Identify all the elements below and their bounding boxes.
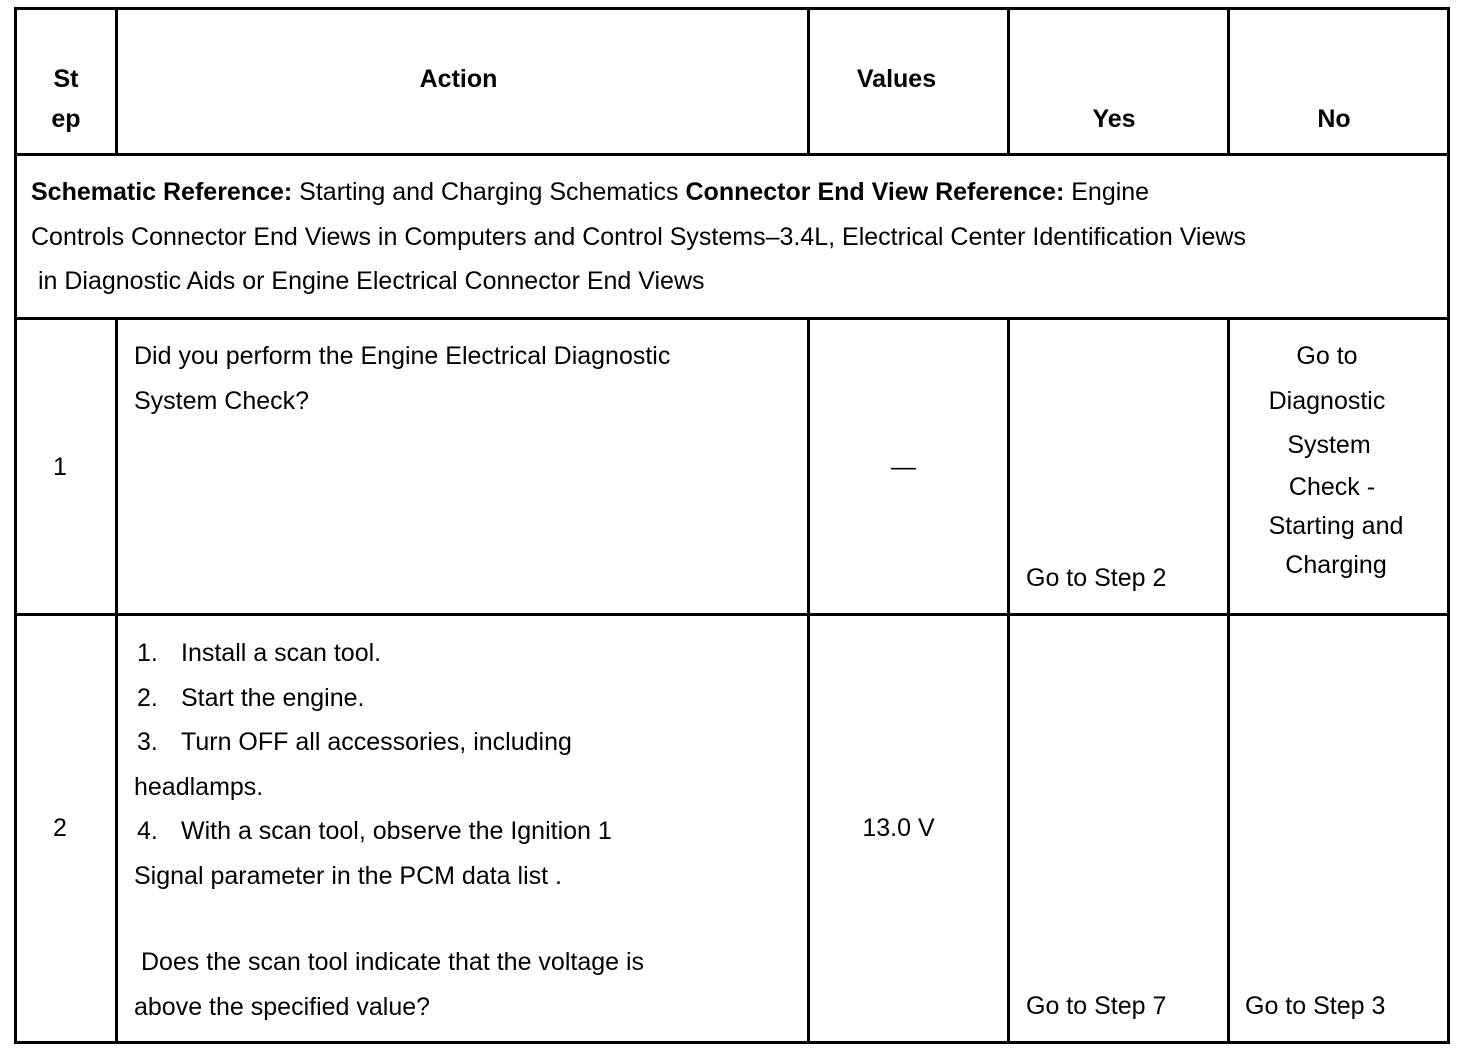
row2-values: 13.0 V — [862, 814, 935, 842]
row2-step: 2 — [53, 814, 67, 842]
row1-no-line4: Check - — [1288, 472, 1376, 501]
header-divider — [14, 153, 1450, 156]
row2-question-line2: above the specified value? — [134, 992, 431, 1021]
row1-values: — — [891, 453, 916, 481]
header-step-line2: ep — [51, 105, 81, 133]
row2-question-line1: Does the scan tool indicate that the voltage is — [134, 948, 645, 976]
list-number: 2. — [137, 683, 158, 712]
row2-list-item — [134, 720, 799, 765]
row1-no-line2: Diagnostic — [1268, 386, 1386, 415]
list-text: Turn OFF all accessories, including — [181, 728, 572, 756]
reference-line1 — [31, 170, 1441, 215]
spacer — [134, 898, 799, 940]
row2-list-continuation — [134, 854, 799, 899]
row1-action — [134, 334, 799, 423]
table-border-bottom — [14, 1041, 1450, 1044]
header-action: Action — [419, 65, 498, 93]
table-border-right — [1447, 7, 1450, 1044]
row2-action — [134, 631, 799, 1029]
row1-action-line1: Did you perform the Engine Electrical Diagnostic — [134, 342, 671, 370]
connector-reference-label: Connector End View Reference: — [685, 178, 1065, 206]
list-number: 1. — [137, 639, 158, 667]
row1-no-line6: Charging — [1285, 550, 1387, 579]
list-text: headlamps. — [134, 772, 264, 801]
row1-no — [1230, 334, 1442, 585]
row1-action-line2: System Check? — [134, 386, 310, 415]
header-values: Values — [856, 65, 937, 93]
reference-text — [31, 170, 1441, 304]
connector-reference-text: Engine — [1064, 178, 1150, 206]
row1-step: 1 — [53, 453, 67, 481]
reference-line2: Controls Connector End Views in Computers and Control Systems–3.4L, Electrical Center Identification Views — [31, 222, 1246, 251]
schematic-reference-label: Schematic Reference: — [31, 178, 293, 206]
list-number: 3. — [137, 728, 158, 756]
col-divider-values-body — [1007, 317, 1010, 1044]
header-no: No — [1317, 105, 1351, 133]
list-text: Install a scan tool. — [181, 639, 382, 667]
reference-line3: in Diagnostic Aids or Engine Electrical Connector End Views — [31, 267, 705, 295]
row1-no-line3: System — [1287, 431, 1371, 459]
list-text: With a scan tool, observe the Ignition 1 — [181, 817, 612, 845]
header-yes: Yes — [1092, 105, 1136, 133]
row2-list-continuation — [134, 765, 799, 810]
row2-list-item — [134, 809, 799, 854]
header-step-line1: St — [53, 65, 79, 93]
table-border-top — [14, 7, 1450, 10]
row2-yes: Go to Step 7 — [1026, 992, 1167, 1020]
list-number: 4. — [137, 817, 158, 845]
row1-no-line1: Go to — [1296, 342, 1358, 370]
row2-list-item — [134, 676, 799, 721]
header-step — [17, 59, 115, 139]
row2-no: Go to Step 3 — [1245, 992, 1386, 1020]
table-border-left — [14, 7, 17, 1044]
reference-divider — [14, 317, 1450, 320]
col-divider-action-body — [807, 317, 810, 1044]
col-divider-step-body — [115, 317, 118, 1044]
row1-no-line5: Starting and — [1268, 511, 1404, 540]
schematic-reference-text: Starting and Charging Schematics — [292, 178, 686, 206]
list-text: Signal parameter in the PCM data list . — [134, 861, 562, 890]
row1-yes: Go to Step 2 — [1026, 564, 1167, 592]
row2-list-item — [134, 631, 799, 676]
diagnostic-table — [14, 7, 1450, 1044]
row1-divider — [14, 613, 1450, 616]
list-text: Start the engine. — [181, 683, 365, 712]
